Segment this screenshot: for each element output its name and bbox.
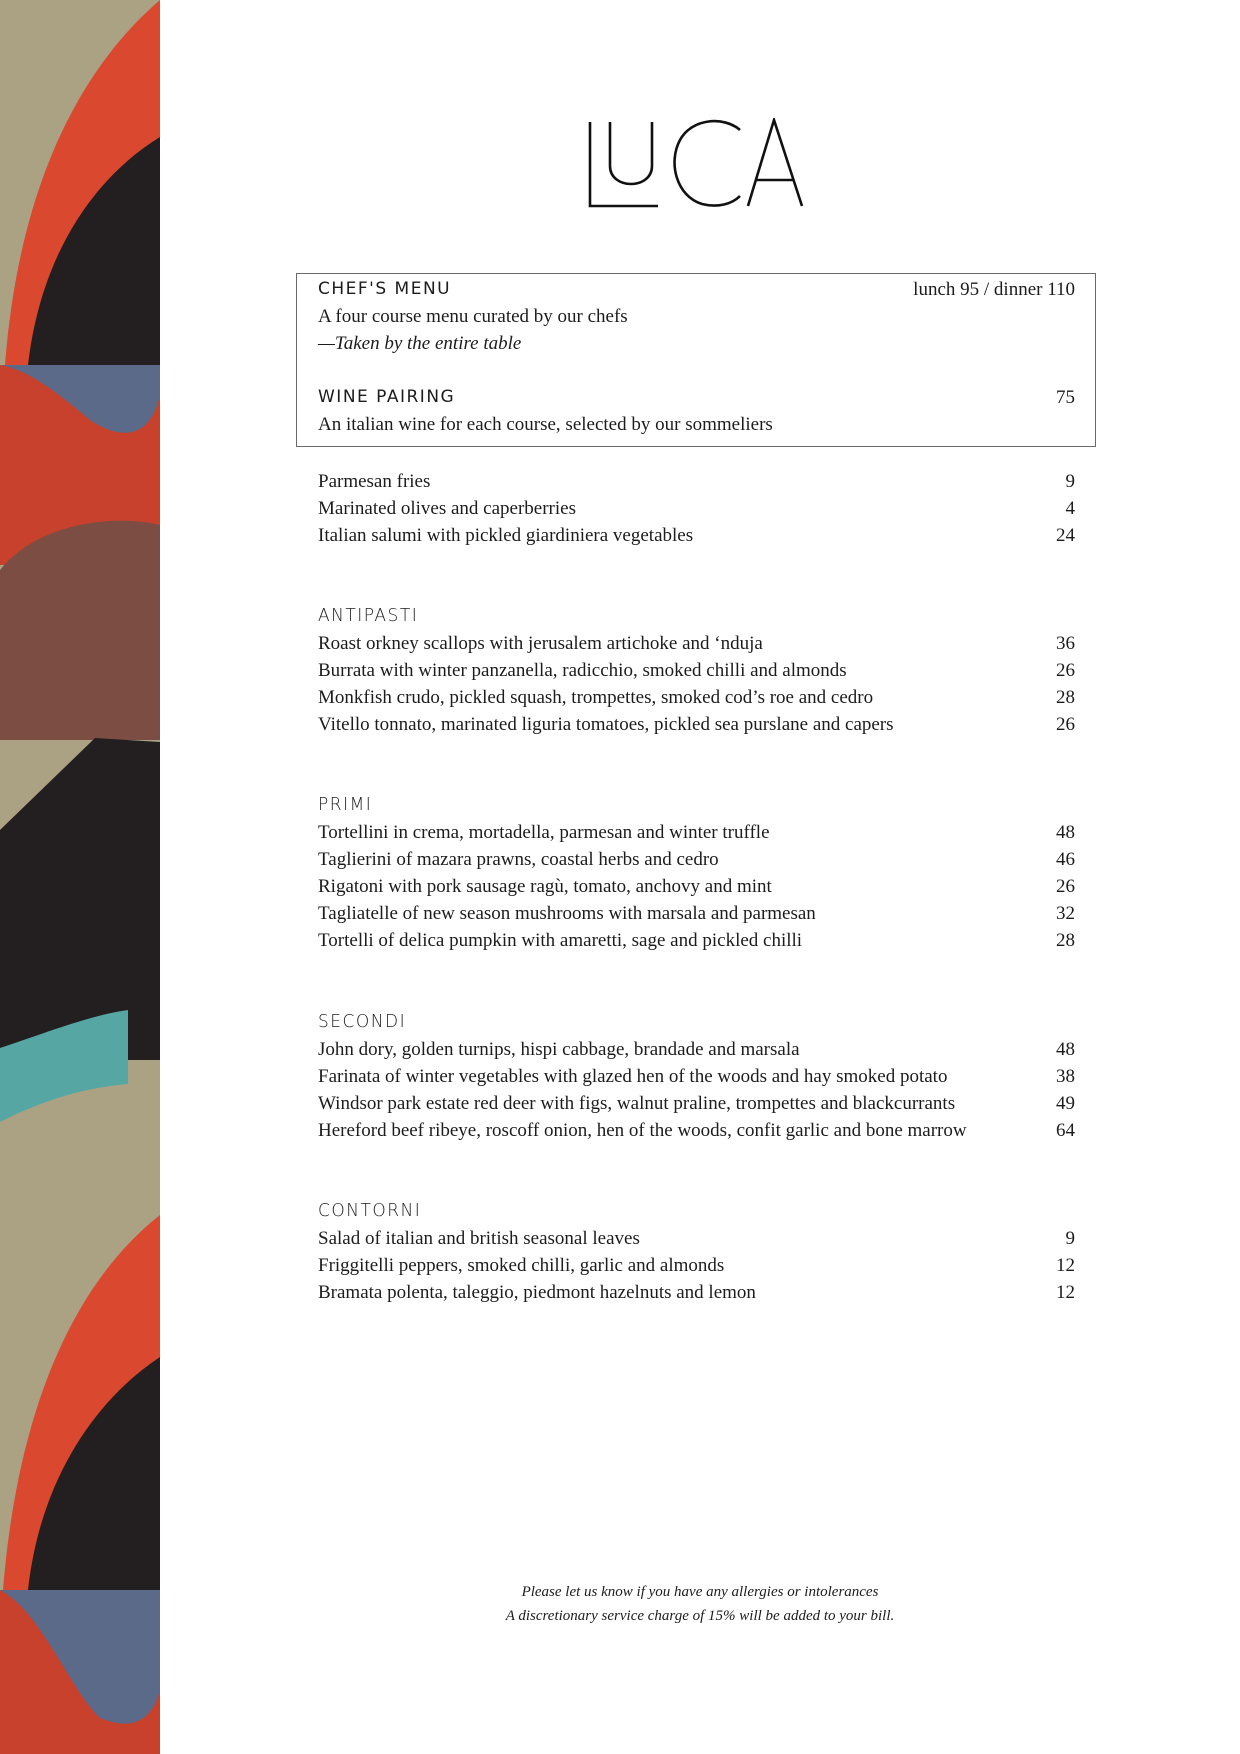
item-name: John dory, golden turnips, hispi cabbage, brandade and marsala [318,1039,800,1060]
item-name: Tagliatelle of new season mushrooms with marsala and parmesan [318,903,816,924]
wine-pairing-price: 75 [1056,387,1075,408]
section-title: SECONDI [318,1011,407,1033]
item-name: Hereford beef ribeye, roscoff onion, hen of the woods, confit garlic and bone marrow [318,1120,967,1141]
menu-item [318,711,1075,738]
chefs-menu-price: lunch 95 / dinner 110 [913,279,1075,300]
menu-item [318,468,1075,495]
menu-item [318,900,1075,927]
item-price: 12 [1056,1282,1075,1303]
item-name: Rigatoni with pork sausage ragù, tomato, anchovy and mint [318,876,772,897]
item-price: 49 [1056,1093,1075,1114]
menu-item [318,495,1075,522]
item-price: 12 [1056,1255,1075,1276]
item-name: Tortellini in crema, mortadella, parmesan and winter truffle [318,822,770,843]
item-price: 48 [1056,1039,1075,1060]
item-price: 28 [1056,687,1075,708]
item-price: 38 [1056,1066,1075,1087]
item-price: 9 [1065,471,1075,492]
wine-pairing-header-row [318,384,1075,411]
luca-logo [588,118,808,210]
decorative-pattern-strip [0,0,160,1754]
item-name: Parmesan fries [318,471,431,492]
item-price: 26 [1056,714,1075,735]
item-name: Italian salumi with pickled giardiniera vegetables [318,525,694,546]
item-name: Monkfish crudo, pickled squash, trompettes, smoked cod’s roe and cedro [318,687,874,708]
item-name: Friggitelli peppers, smoked chilli, garlic and almonds [318,1255,725,1276]
menu-item [318,873,1075,900]
wine-pairing-title: WINE PAIRING [318,387,456,407]
item-price: 28 [1056,930,1075,951]
item-price: 46 [1056,849,1075,870]
chefs-menu-note: —Taken by the entire table [318,333,522,354]
chefs-menu-title: CHEF'S MENU [318,279,452,299]
item-price: 48 [1056,822,1075,843]
wine-pairing-description: An italian wine for each course, selected by our sommeliers [318,414,773,435]
item-price: 32 [1056,903,1075,924]
item-name: Bramata polenta, taleggio, piedmont hazelnuts and lemon [318,1282,756,1303]
menu-item [318,1090,1075,1117]
allergy-notice: Please let us know if you have any allergies or intolerances [521,1584,879,1600]
item-name: Burrata with winter panzanella, radicchio, smoked chilli and almonds [318,660,847,681]
menu-item [318,522,1075,549]
service-charge-notice: A discretionary service charge of 15% will be added to your bill. [505,1608,895,1624]
menu-item [318,846,1075,873]
menu-item [318,630,1075,657]
menu-item [318,927,1075,954]
menu-item [318,1225,1075,1252]
item-name: Farinata of winter vegetables with glazed hen of the woods and hay smoked potato [318,1066,948,1087]
section-title: ANTIPASTI [318,605,419,627]
menu-item [318,684,1075,711]
item-price: 26 [1056,660,1075,681]
section-title: PRIMI [318,794,373,816]
item-name: Taglierini of mazara prawns, coastal herbs and cedro [318,849,719,870]
item-price: 24 [1056,525,1075,546]
menu-item [318,1279,1075,1306]
item-price: 36 [1056,633,1075,654]
menu-item [318,657,1075,684]
chefs-menu-header-row [318,276,1075,303]
menu-item [318,1063,1075,1090]
item-name: Marinated olives and caperberries [318,498,576,519]
item-name: Windsor park estate red deer with figs, walnut praline, trompettes and blackcurrants [318,1093,956,1114]
item-price: 4 [1065,498,1075,519]
menu-item [318,1252,1075,1279]
menu-item [318,1117,1075,1144]
menu-item [318,1036,1075,1063]
item-price: 9 [1065,1228,1075,1249]
item-name: Vitello tonnato, marinated liguria tomatoes, pickled sea purslane and capers [318,714,894,735]
item-name: Salad of italian and british seasonal leaves [318,1228,640,1249]
menu-item [318,819,1075,846]
chefs-menu-description: A four course menu curated by our chefs [318,306,628,327]
item-name: Roast orkney scallops with jerusalem artichoke and ‘nduja [318,633,763,654]
item-price: 64 [1056,1120,1075,1141]
item-name: Tortelli of delica pumpkin with amaretti, sage and pickled chilli [318,930,803,951]
item-price: 26 [1056,876,1075,897]
section-title: CONTORNI [318,1200,422,1222]
